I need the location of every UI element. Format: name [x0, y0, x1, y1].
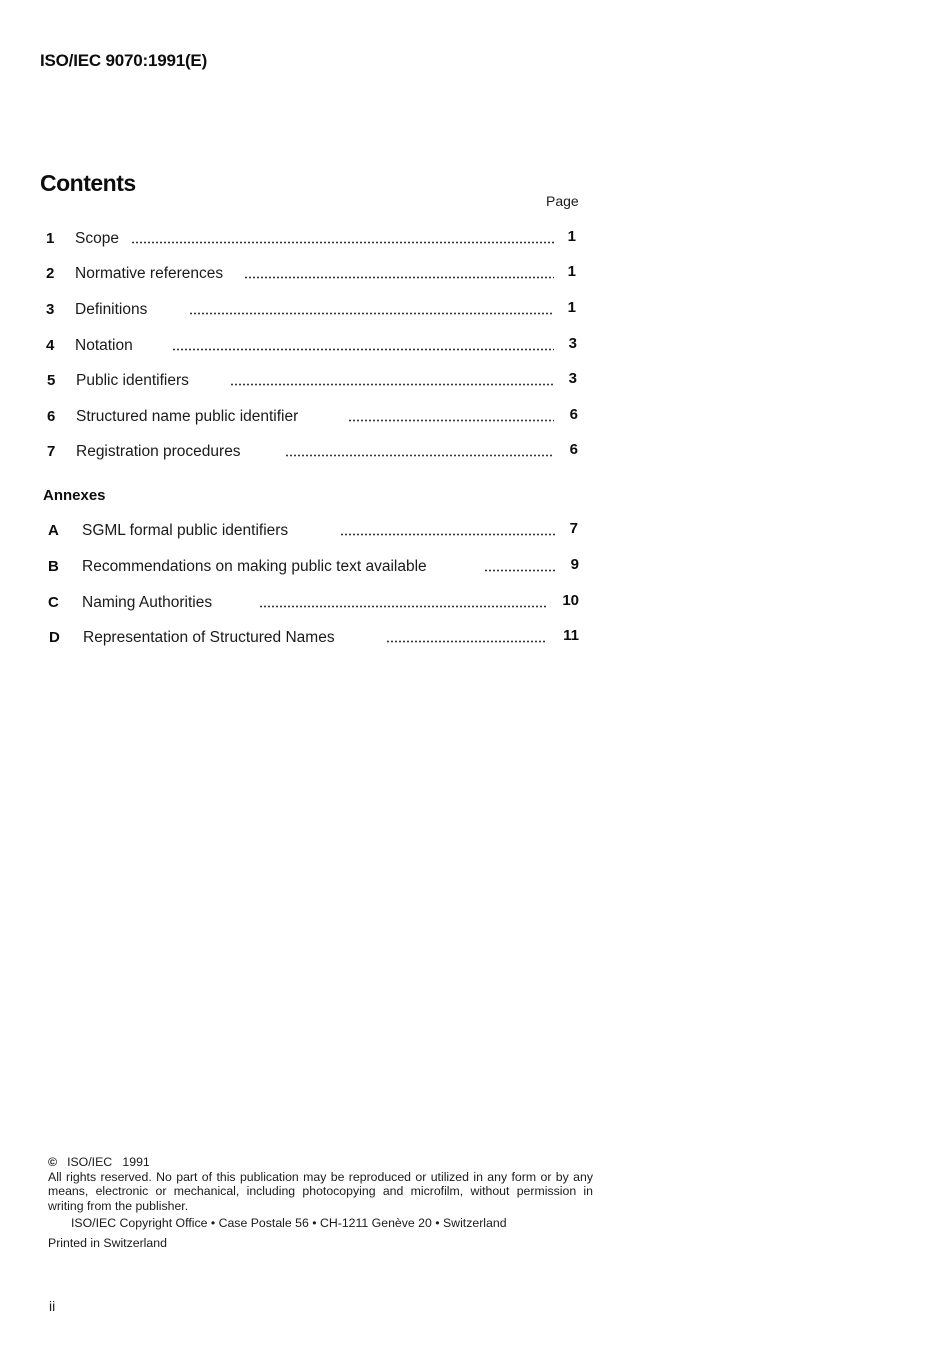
toc-annex-c[interactable]: [0, 594, 600, 618]
toc-entry-page: 3: [568, 335, 577, 352]
toc-entry-label: Registration procedures: [76, 443, 241, 460]
toc-annex-page: 11: [563, 627, 579, 644]
toc-entry-number: 5: [47, 372, 56, 389]
toc-annex-page: 7: [569, 520, 578, 537]
toc-entry-structured-name[interactable]: [0, 408, 600, 432]
annexes-heading: Annexes: [43, 487, 106, 504]
toc-entry-label: Scope: [75, 230, 119, 247]
page-column-label: Page: [546, 193, 579, 209]
toc-annex-a[interactable]: [0, 522, 600, 546]
toc-entry-definitions[interactable]: [0, 301, 600, 325]
toc-annex-page: 10: [562, 592, 579, 609]
toc-annex-letter: D: [49, 629, 60, 646]
toc-entry-page: 1: [567, 228, 576, 245]
toc-annex-letter: C: [48, 594, 59, 611]
document-id: ISO/IEC 9070:1991(E): [40, 51, 208, 70]
toc-entry-notation[interactable]: [0, 337, 600, 361]
copyright-holder: ISO/IEC 1991: [67, 1155, 150, 1169]
toc-annex-b[interactable]: [0, 558, 600, 582]
dotted-leader: [259, 605, 547, 608]
toc-entry-number: 1: [46, 230, 55, 247]
contents-title: Contents: [40, 170, 136, 196]
toc-entry-label: Notation: [75, 337, 133, 354]
toc-entry-page: 1: [567, 263, 576, 280]
toc-entry-label: Public identifiers: [76, 372, 189, 389]
dotted-leader: [172, 348, 554, 351]
toc-entry-number: 4: [46, 337, 55, 354]
dotted-leader: [285, 454, 554, 457]
copyright-line: [48, 1155, 593, 1170]
dotted-leader: [230, 383, 554, 386]
toc-entry-label: Definitions: [75, 301, 148, 318]
dotted-leader: [484, 569, 555, 572]
toc-entry-number: 7: [47, 443, 56, 460]
toc-annex-d[interactable]: [0, 629, 600, 653]
toc-entry-number: 6: [47, 408, 56, 425]
toc-annex-page: 9: [570, 556, 579, 573]
toc-entry-registration-procedures[interactable]: [0, 443, 600, 467]
page-number: ii: [49, 1298, 56, 1314]
copyright-office-address: ISO/IEC Copyright Office • Case Postale 56 • CH-1211 Genève 20 • Switzerland: [71, 1216, 507, 1230]
toc-entry-public-identifiers[interactable]: [0, 372, 600, 396]
toc-entry-normative-references[interactable]: [0, 265, 600, 289]
toc-entry-page: 1: [567, 299, 576, 316]
dotted-leader: [386, 640, 547, 643]
toc-annex-label: Recommendations on making public text available: [82, 558, 427, 575]
toc-entry-label: Structured name public identifier: [76, 408, 299, 425]
toc-entry-label: Normative references: [75, 265, 224, 282]
copyright-block: [48, 1155, 593, 1250]
toc-entry-number: 2: [46, 265, 55, 282]
toc-annex-letter: B: [48, 558, 59, 575]
toc-annex-letter: A: [48, 522, 59, 539]
dotted-leader: [131, 241, 554, 244]
dotted-leader: [348, 419, 554, 422]
toc-entry-page: 3: [568, 370, 577, 387]
printed-in: Printed in Switzerland: [48, 1235, 167, 1250]
toc-entry-page: 6: [569, 441, 578, 458]
dotted-leader: [244, 276, 554, 279]
toc-annex-label: Naming Authorities: [82, 594, 213, 611]
copyright-icon: ©: [48, 1155, 58, 1169]
toc-entry-scope[interactable]: [0, 230, 600, 254]
toc-annex-label: SGML formal public identifiers: [82, 522, 289, 539]
rights-text: All rights reserved. No part of this publication may be reproduced or utilized in any form or by any means, electronic or mechanical, including photocopying and microfilm, without permission in writing from the publisher.: [48, 1169, 593, 1213]
toc-entry-page: 6: [569, 406, 578, 423]
toc-annex-label: Representation of Structured Names: [83, 629, 335, 646]
toc-entry-number: 3: [46, 301, 55, 318]
dotted-leader: [340, 533, 555, 536]
dotted-leader: [189, 312, 554, 315]
